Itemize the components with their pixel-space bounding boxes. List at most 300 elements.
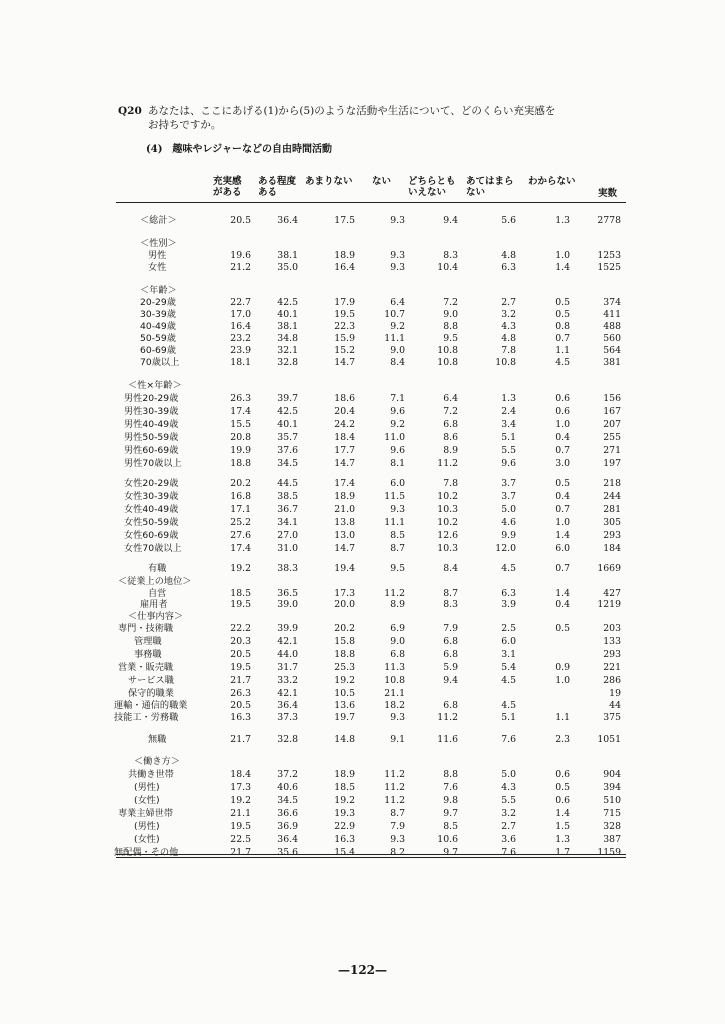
table-cell: 560 bbox=[603, 333, 621, 344]
table-cell: 39.9 bbox=[277, 623, 298, 634]
table-cell: 4.3 bbox=[501, 321, 516, 332]
table-cell: 7.2 bbox=[443, 297, 458, 308]
table-cell: 17.7 bbox=[334, 445, 355, 456]
table-cell: 1.0 bbox=[555, 517, 570, 528]
question-block bbox=[118, 104, 598, 132]
table-cell: 3.7 bbox=[501, 491, 516, 502]
row-label: 女性70歳以上 bbox=[124, 543, 182, 554]
table-cell: 5.1 bbox=[501, 432, 516, 443]
table-cell: 19.6 bbox=[230, 250, 251, 261]
row-label: 男性 bbox=[148, 250, 167, 261]
table-cell: 8.2 bbox=[390, 847, 405, 858]
table-cell: 11.5 bbox=[384, 491, 405, 502]
table-cell: 40.1 bbox=[277, 309, 298, 320]
table-cell: 5.6 bbox=[501, 215, 516, 226]
table-cell: 1.3 bbox=[555, 215, 570, 226]
row-label: (男性) bbox=[134, 821, 160, 832]
table-cell: 18.8 bbox=[230, 458, 251, 469]
table-cell: 7.1 bbox=[390, 393, 405, 404]
row-label: 技能工・労務職 bbox=[114, 712, 179, 723]
table-cell: 14.7 bbox=[334, 543, 355, 554]
table-cell: 36.7 bbox=[277, 504, 298, 515]
table-cell: 34.1 bbox=[277, 517, 298, 528]
row-label: (男性) bbox=[134, 782, 160, 793]
table-cell: 40.1 bbox=[277, 419, 298, 430]
table-cell: 19.2 bbox=[334, 795, 355, 806]
table-cell: 10.7 bbox=[384, 309, 405, 320]
row-label: 男性20-29歳 bbox=[124, 393, 179, 404]
table-cell: 42.1 bbox=[277, 636, 298, 647]
table-cell: 18.9 bbox=[334, 250, 355, 261]
table-cell: 18.2 bbox=[384, 700, 405, 711]
table-cell: 44 bbox=[609, 700, 621, 711]
table-cell: 6.4 bbox=[390, 297, 405, 308]
table-cell: 11.2 bbox=[384, 769, 405, 780]
table-cell: 5.5 bbox=[501, 795, 516, 806]
table-cell: 18.8 bbox=[334, 649, 355, 660]
table-cell: 20.0 bbox=[334, 599, 355, 610]
table-cell: 2.3 bbox=[555, 734, 570, 745]
table-cell: 8.3 bbox=[443, 599, 458, 610]
table-cell: 17.3 bbox=[334, 588, 355, 599]
subquestion-number: (4) bbox=[146, 144, 163, 155]
row-label: 専業主婦世帯 bbox=[118, 808, 174, 819]
table-cell: 7.8 bbox=[443, 478, 458, 489]
table-cell: 9.4 bbox=[443, 675, 458, 686]
table-cell: 2778 bbox=[597, 215, 621, 226]
row-label: 共働き世帯 bbox=[128, 769, 174, 780]
table-cell: 8.1 bbox=[390, 458, 405, 469]
table-cell: 38.3 bbox=[277, 563, 298, 574]
table-cell: 3.7 bbox=[501, 478, 516, 489]
table-row bbox=[0, 285, 725, 296]
table-cell: 6.8 bbox=[443, 700, 458, 711]
row-label: 女性30-39歳 bbox=[124, 491, 179, 502]
table-cell: 13.8 bbox=[334, 517, 355, 528]
column-header-6: あてはまら ない bbox=[466, 176, 514, 198]
table-cell: 25.3 bbox=[334, 662, 355, 673]
table-cell: 411 bbox=[603, 309, 621, 320]
table-cell: 20.5 bbox=[230, 215, 251, 226]
table-cell: 21.1 bbox=[384, 688, 405, 699]
table-cell: 17.5 bbox=[334, 215, 355, 226]
table-cell: 35.0 bbox=[277, 262, 298, 273]
table-cell: 3.6 bbox=[501, 834, 516, 845]
table-cell: 10.2 bbox=[437, 491, 458, 502]
subquestion-title bbox=[146, 140, 342, 155]
table-cell: 14.8 bbox=[334, 734, 355, 745]
table-cell: 5.9 bbox=[443, 662, 458, 673]
table-cell: 1.5 bbox=[555, 821, 570, 832]
table-cell: 5.0 bbox=[501, 769, 516, 780]
table-cell: 0.6 bbox=[555, 393, 570, 404]
table-cell: 34.8 bbox=[277, 333, 298, 344]
table-row bbox=[0, 599, 725, 610]
row-label: 無配偶・その他 bbox=[114, 847, 179, 858]
table-cell: 4.5 bbox=[501, 563, 516, 574]
table-cell: 11.2 bbox=[437, 458, 458, 469]
table-row bbox=[0, 543, 725, 554]
table-cell: 22.3 bbox=[334, 321, 355, 332]
table-cell: 0.4 bbox=[555, 599, 570, 610]
question-text-line1: あなたは、ここにあげる(1)から(5)のような活動や生活について、どのくらい充実感を bbox=[148, 105, 556, 117]
table-row bbox=[0, 756, 725, 767]
table-cell: 11.1 bbox=[384, 517, 405, 528]
table-row bbox=[0, 636, 725, 647]
table-cell: 9.2 bbox=[390, 321, 405, 332]
table-cell: 16.4 bbox=[334, 262, 355, 273]
table-row bbox=[0, 478, 725, 489]
row-label: ＜総計＞ bbox=[140, 215, 177, 226]
table-cell: 19.9 bbox=[230, 445, 251, 456]
table-cell: 15.4 bbox=[334, 847, 355, 858]
table-cell: 11.2 bbox=[384, 795, 405, 806]
table-cell: 14.7 bbox=[334, 357, 355, 368]
table-cell: 31.7 bbox=[277, 662, 298, 673]
row-label: 女性60-69歳 bbox=[124, 530, 179, 541]
column-header-2: ある程度 ある bbox=[258, 176, 297, 198]
table-cell: 4.5 bbox=[555, 357, 570, 368]
table-cell: 0.9 bbox=[555, 662, 570, 673]
table-cell: 207 bbox=[603, 419, 621, 430]
table-cell: 9.3 bbox=[390, 262, 405, 273]
table-cell: 23.2 bbox=[230, 333, 251, 344]
table-cell: 510 bbox=[603, 795, 621, 806]
table-cell: 11.6 bbox=[437, 734, 458, 745]
table-cell: 0.5 bbox=[555, 782, 570, 793]
table-cell: 39.7 bbox=[277, 393, 298, 404]
table-cell: 0.4 bbox=[555, 491, 570, 502]
row-label: 事務職 bbox=[134, 649, 162, 660]
table-cell: 5.4 bbox=[501, 662, 516, 673]
table-cell: 27.0 bbox=[277, 530, 298, 541]
table-cell: 10.8 bbox=[437, 345, 458, 356]
table-cell: 21.0 bbox=[334, 504, 355, 515]
table-row bbox=[0, 662, 725, 673]
table-cell: 31.0 bbox=[277, 543, 298, 554]
table-cell: 255 bbox=[603, 432, 621, 443]
table-cell: 21.7 bbox=[230, 734, 251, 745]
table-cell: 17.9 bbox=[334, 297, 355, 308]
table-cell: 20.8 bbox=[230, 432, 251, 443]
table-cell: 0.5 bbox=[555, 297, 570, 308]
table-cell: 715 bbox=[603, 808, 621, 819]
table-cell: 11.3 bbox=[384, 662, 405, 673]
table-cell: 9.6 bbox=[501, 458, 516, 469]
table-cell: 9.0 bbox=[390, 345, 405, 356]
table-row bbox=[0, 649, 725, 660]
table-cell: 36.6 bbox=[277, 808, 298, 819]
table-cell: 23.9 bbox=[230, 345, 251, 356]
table-cell: 5.5 bbox=[501, 445, 516, 456]
table-cell: 26.3 bbox=[230, 393, 251, 404]
table-cell: 19.2 bbox=[230, 795, 251, 806]
table-cell: 3.2 bbox=[501, 808, 516, 819]
table-row bbox=[0, 309, 725, 320]
table-cell: 22.9 bbox=[334, 821, 355, 832]
table-row bbox=[0, 611, 725, 622]
table-row bbox=[0, 445, 725, 456]
table-cell: 32.8 bbox=[277, 734, 298, 745]
table-cell: 0.6 bbox=[555, 406, 570, 417]
table-cell: 11.2 bbox=[437, 712, 458, 723]
table-row bbox=[0, 734, 725, 745]
table-cell: 13.0 bbox=[334, 530, 355, 541]
table-cell: 167 bbox=[603, 406, 621, 417]
table-cell: 564 bbox=[603, 345, 621, 356]
table-cell: 22.7 bbox=[230, 297, 251, 308]
table-cell: 17.3 bbox=[230, 782, 251, 793]
table-cell: 19.5 bbox=[334, 309, 355, 320]
table-cell: 305 bbox=[603, 517, 621, 528]
table-row bbox=[0, 834, 725, 845]
row-label: 営業・販売職 bbox=[118, 662, 174, 673]
table-cell: 8.4 bbox=[390, 357, 405, 368]
table-cell: 1.3 bbox=[555, 834, 570, 845]
table-cell: 9.1 bbox=[390, 734, 405, 745]
table-cell: 42.5 bbox=[277, 406, 298, 417]
table-cell: 10.2 bbox=[437, 517, 458, 528]
table-cell: 1.1 bbox=[555, 712, 570, 723]
table-cell: 8.7 bbox=[443, 588, 458, 599]
table-cell: 7.6 bbox=[501, 847, 516, 858]
row-label: 保守的職業 bbox=[128, 688, 174, 699]
table-cell: 37.3 bbox=[277, 712, 298, 723]
table-row bbox=[0, 419, 725, 430]
table-cell: 1.1 bbox=[555, 345, 570, 356]
table-cell: 18.4 bbox=[230, 769, 251, 780]
table-cell: 19.2 bbox=[230, 563, 251, 574]
table-cell: 20.2 bbox=[334, 623, 355, 634]
table-cell: 184 bbox=[603, 543, 621, 554]
table-cell: 19 bbox=[609, 688, 621, 699]
table-cell: 34.5 bbox=[277, 458, 298, 469]
table-cell: 9.3 bbox=[390, 250, 405, 261]
table-cell: 10.8 bbox=[437, 357, 458, 368]
row-label: ＜性×年齢＞ bbox=[128, 380, 182, 391]
table-cell: 19.2 bbox=[334, 675, 355, 686]
table-cell: 9.3 bbox=[390, 712, 405, 723]
table-cell: 21.2 bbox=[230, 262, 251, 273]
table-cell: 427 bbox=[603, 588, 621, 599]
table-cell: 9.5 bbox=[443, 333, 458, 344]
table-cell: 21.7 bbox=[230, 675, 251, 686]
row-label: 60-69歳 bbox=[140, 345, 176, 356]
table-cell: 11.2 bbox=[384, 588, 405, 599]
table-row bbox=[0, 795, 725, 806]
table-row bbox=[0, 576, 725, 587]
table-cell: 16.3 bbox=[230, 712, 251, 723]
table-cell: 36.4 bbox=[277, 834, 298, 845]
row-label: ＜性別＞ bbox=[140, 238, 177, 249]
table-row bbox=[0, 393, 725, 404]
table-cell: 6.8 bbox=[443, 636, 458, 647]
table-cell: 19.5 bbox=[230, 599, 251, 610]
column-header-1: 充実感 がある bbox=[213, 176, 242, 198]
table-cell: 9.4 bbox=[443, 215, 458, 226]
table-cell: 10.6 bbox=[437, 834, 458, 845]
table-cell: 197 bbox=[603, 458, 621, 469]
table-cell: 3.4 bbox=[501, 419, 516, 430]
table-cell: 9.3 bbox=[390, 504, 405, 515]
table-cell: 20.4 bbox=[334, 406, 355, 417]
row-label: ＜年齢＞ bbox=[140, 285, 177, 296]
page-number: —122— bbox=[337, 963, 388, 977]
table-cell: 42.1 bbox=[277, 688, 298, 699]
table-cell: 2.7 bbox=[501, 297, 516, 308]
row-label: 女性 bbox=[148, 262, 167, 273]
table-cell: 12.6 bbox=[437, 530, 458, 541]
table-cell: 9.9 bbox=[501, 530, 516, 541]
table-cell: 8.7 bbox=[390, 543, 405, 554]
row-label: 男性70歳以上 bbox=[124, 458, 182, 469]
table-cell: 6.8 bbox=[443, 649, 458, 660]
table-cell: 19.5 bbox=[230, 821, 251, 832]
table-cell: 10.3 bbox=[437, 543, 458, 554]
question-number: Q20 bbox=[118, 105, 142, 117]
table-row bbox=[0, 530, 725, 541]
row-label: 70歳以上 bbox=[140, 357, 180, 368]
table-cell: 44.5 bbox=[277, 478, 298, 489]
table-cell: 10.4 bbox=[437, 262, 458, 273]
table-cell: 7.8 bbox=[501, 345, 516, 356]
table-cell: 9.2 bbox=[390, 419, 405, 430]
table-cell: 42.5 bbox=[277, 297, 298, 308]
table-cell: 10.5 bbox=[334, 688, 355, 699]
table-row bbox=[0, 262, 725, 273]
table-cell: 10.8 bbox=[495, 357, 516, 368]
table-cell: 1.0 bbox=[555, 675, 570, 686]
table-cell: 11.2 bbox=[384, 782, 405, 793]
table-cell: 38.1 bbox=[277, 321, 298, 332]
table-cell: 36.5 bbox=[277, 588, 298, 599]
row-label: 30-39歳 bbox=[140, 309, 176, 320]
table-cell: 36.4 bbox=[277, 215, 298, 226]
table-top-rule bbox=[116, 202, 626, 203]
table-cell: 6.3 bbox=[501, 588, 516, 599]
table-row bbox=[0, 504, 725, 515]
table-cell: 7.6 bbox=[443, 782, 458, 793]
table-cell: 1.0 bbox=[555, 250, 570, 261]
table-cell: 17.0 bbox=[230, 309, 251, 320]
row-label: (女性) bbox=[134, 795, 160, 806]
table-cell: 1.0 bbox=[555, 419, 570, 430]
table-cell: 6.0 bbox=[555, 543, 570, 554]
table-cell: 6.8 bbox=[390, 649, 405, 660]
table-cell: 19.3 bbox=[334, 808, 355, 819]
table-cell: 16.4 bbox=[230, 321, 251, 332]
table-cell: 904 bbox=[603, 769, 621, 780]
table-cell: 0.5 bbox=[555, 623, 570, 634]
table-row bbox=[0, 588, 725, 599]
table-cell: 3.0 bbox=[555, 458, 570, 469]
table-cell: 8.8 bbox=[443, 321, 458, 332]
table-cell: 18.4 bbox=[334, 432, 355, 443]
table-row bbox=[0, 675, 725, 686]
table-row bbox=[0, 432, 725, 443]
table-cell: 5.0 bbox=[501, 504, 516, 515]
row-label: 男性40-49歳 bbox=[124, 419, 179, 430]
table-cell: 35.7 bbox=[277, 432, 298, 443]
table-cell: 17.4 bbox=[230, 543, 251, 554]
table-cell: 44.0 bbox=[277, 649, 298, 660]
table-cell: 6.3 bbox=[501, 262, 516, 273]
table-cell: 281 bbox=[603, 504, 621, 515]
table-cell: 20.5 bbox=[230, 649, 251, 660]
table-cell: 6.0 bbox=[501, 636, 516, 647]
row-label: ＜従業上の地位＞ bbox=[118, 576, 192, 587]
table-cell: 1219 bbox=[597, 599, 621, 610]
table-cell: 17.4 bbox=[334, 478, 355, 489]
table-cell: 0.5 bbox=[555, 478, 570, 489]
table-cell: 4.5 bbox=[501, 700, 516, 711]
table-cell: 14.7 bbox=[334, 458, 355, 469]
table-cell: 0.4 bbox=[555, 432, 570, 443]
table-cell: 8.7 bbox=[390, 808, 405, 819]
table-row bbox=[0, 333, 725, 344]
table-cell: 6.9 bbox=[390, 623, 405, 634]
table-cell: 328 bbox=[603, 821, 621, 832]
row-label: 管理職 bbox=[134, 636, 162, 647]
table-row bbox=[0, 782, 725, 793]
table-cell: 5.1 bbox=[501, 712, 516, 723]
table-cell: 19.4 bbox=[334, 563, 355, 574]
row-label: 女性40-49歳 bbox=[124, 504, 179, 515]
table-cell: 16.8 bbox=[230, 491, 251, 502]
table-row bbox=[0, 769, 725, 780]
table-cell: 1253 bbox=[597, 250, 621, 261]
table-cell: 19.7 bbox=[334, 712, 355, 723]
table-cell: 16.3 bbox=[334, 834, 355, 845]
table-cell: 36.9 bbox=[277, 821, 298, 832]
table-cell: 10.8 bbox=[384, 675, 405, 686]
table-cell: 9.7 bbox=[443, 808, 458, 819]
row-label: 40-49歳 bbox=[140, 321, 176, 332]
row-label: 男性60-69歳 bbox=[124, 445, 179, 456]
table-bottom-rule bbox=[116, 854, 626, 855]
table-cell: 7.2 bbox=[443, 406, 458, 417]
table-cell: 9.0 bbox=[390, 636, 405, 647]
table-cell: 15.2 bbox=[334, 345, 355, 356]
table-cell: 40.6 bbox=[277, 782, 298, 793]
column-header-8: 実数 bbox=[598, 188, 618, 199]
table-row bbox=[0, 215, 725, 226]
table-cell: 8.5 bbox=[390, 530, 405, 541]
table-row bbox=[0, 321, 725, 332]
table-row bbox=[0, 623, 725, 634]
table-cell: 8.9 bbox=[443, 445, 458, 456]
table-cell: 18.1 bbox=[230, 357, 251, 368]
table-cell: 39.0 bbox=[277, 599, 298, 610]
table-row bbox=[0, 688, 725, 699]
table-cell: 0.7 bbox=[555, 504, 570, 515]
table-cell: 7.6 bbox=[501, 734, 516, 745]
table-cell: 8.4 bbox=[443, 563, 458, 574]
table-cell: 18.9 bbox=[334, 491, 355, 502]
table-cell: 271 bbox=[603, 445, 621, 456]
table-cell: 22.2 bbox=[230, 623, 251, 634]
row-label: 女性20-29歳 bbox=[124, 478, 179, 489]
row-label: 無職 bbox=[148, 734, 167, 745]
table-row bbox=[0, 297, 725, 308]
table-cell: 11.1 bbox=[384, 333, 405, 344]
table-cell: 2.7 bbox=[501, 821, 516, 832]
row-label: 50-59歳 bbox=[140, 333, 176, 344]
table-row bbox=[0, 491, 725, 502]
table-cell: 17.4 bbox=[230, 406, 251, 417]
column-header-5: どちらとも いえない bbox=[408, 176, 456, 198]
column-header-4: ない bbox=[372, 176, 392, 187]
